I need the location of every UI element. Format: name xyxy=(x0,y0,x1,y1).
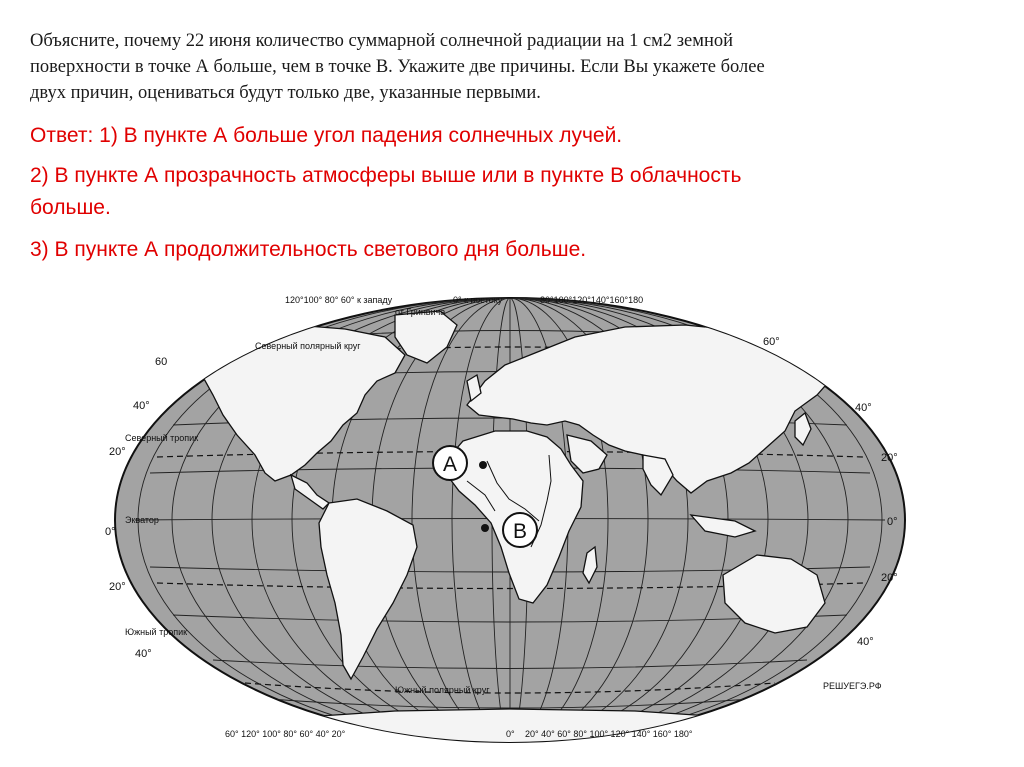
question-line-3: двух причин, оцениваться будут только две, указанные первыми. xyxy=(30,83,541,103)
point-b-label: B xyxy=(512,520,528,543)
world-map-svg xyxy=(95,285,925,745)
question-text xyxy=(30,28,990,106)
lat-60-left: 60 xyxy=(155,356,168,368)
lat-20-right: 20° xyxy=(881,452,898,464)
arctic-circle-label: Северный полярный круг xyxy=(255,341,361,351)
point-a-dot xyxy=(479,461,487,469)
answer-item-2 xyxy=(30,160,990,224)
bottom-scale-center: 0° xyxy=(506,729,515,739)
equator-label: Экватор xyxy=(125,515,159,525)
lat-20-left: 20° xyxy=(109,446,126,458)
top-scale-sub: от Гринвича xyxy=(395,307,446,317)
tropic-south-label: Южный тропик xyxy=(125,627,188,637)
answer-line-2b: больше. xyxy=(30,196,111,219)
world-map xyxy=(95,285,925,745)
lat-20s-right: 20° xyxy=(881,572,898,584)
lat-60-right: 60° xyxy=(763,336,780,348)
antarctic-circle-label: Южный полярный круг xyxy=(395,685,490,695)
tropic-north-label: Северный тропик xyxy=(125,433,199,443)
lat-40-left: 40° xyxy=(133,400,150,412)
point-b-dot xyxy=(481,524,489,532)
answer-line-1: Ответ: 1) В пункте А больше угол падения солнечных лучей. xyxy=(30,124,623,147)
bottom-scale-left: 60° 120° 100° 80° 60° 40° 20° xyxy=(225,729,346,739)
top-scale-left: 120°100° 80° 60° к западу xyxy=(285,295,393,305)
point-a-label: A xyxy=(442,453,458,476)
bottom-scale-right: 20° 40° 60° 80° 100° 120° 140° 160° 180° xyxy=(525,729,693,739)
top-scale-center: 0° к востоку xyxy=(453,295,503,305)
top-scale-right: 80°100°120°140°160°180 xyxy=(540,295,644,305)
lat-20s-left: 20° xyxy=(109,581,126,593)
watermark: РЕШУЕГЭ.РФ xyxy=(823,681,882,691)
lat-40s-right: 40° xyxy=(857,636,874,648)
lat-0-left: 0° xyxy=(105,526,116,538)
question-line-2: поверхности в точке А больше, чем в точке В. Укажите две причины. Если Вы укажете более xyxy=(30,57,765,77)
lat-40s-left: 40° xyxy=(135,648,152,660)
lat-0-right: 0° xyxy=(887,516,898,528)
answer-line-2a: 2) В пункте А прозрачность атмосферы выше или в пункте В облачность xyxy=(30,164,742,187)
lat-40-right: 40° xyxy=(855,402,872,414)
question-line-1: Объясните, почему 22 июня количество суммарной солнечной радиации на 1 см2 земной xyxy=(30,31,734,51)
answer-line-3: 3) В пункте А продолжительность светового дня больше. xyxy=(30,238,587,261)
